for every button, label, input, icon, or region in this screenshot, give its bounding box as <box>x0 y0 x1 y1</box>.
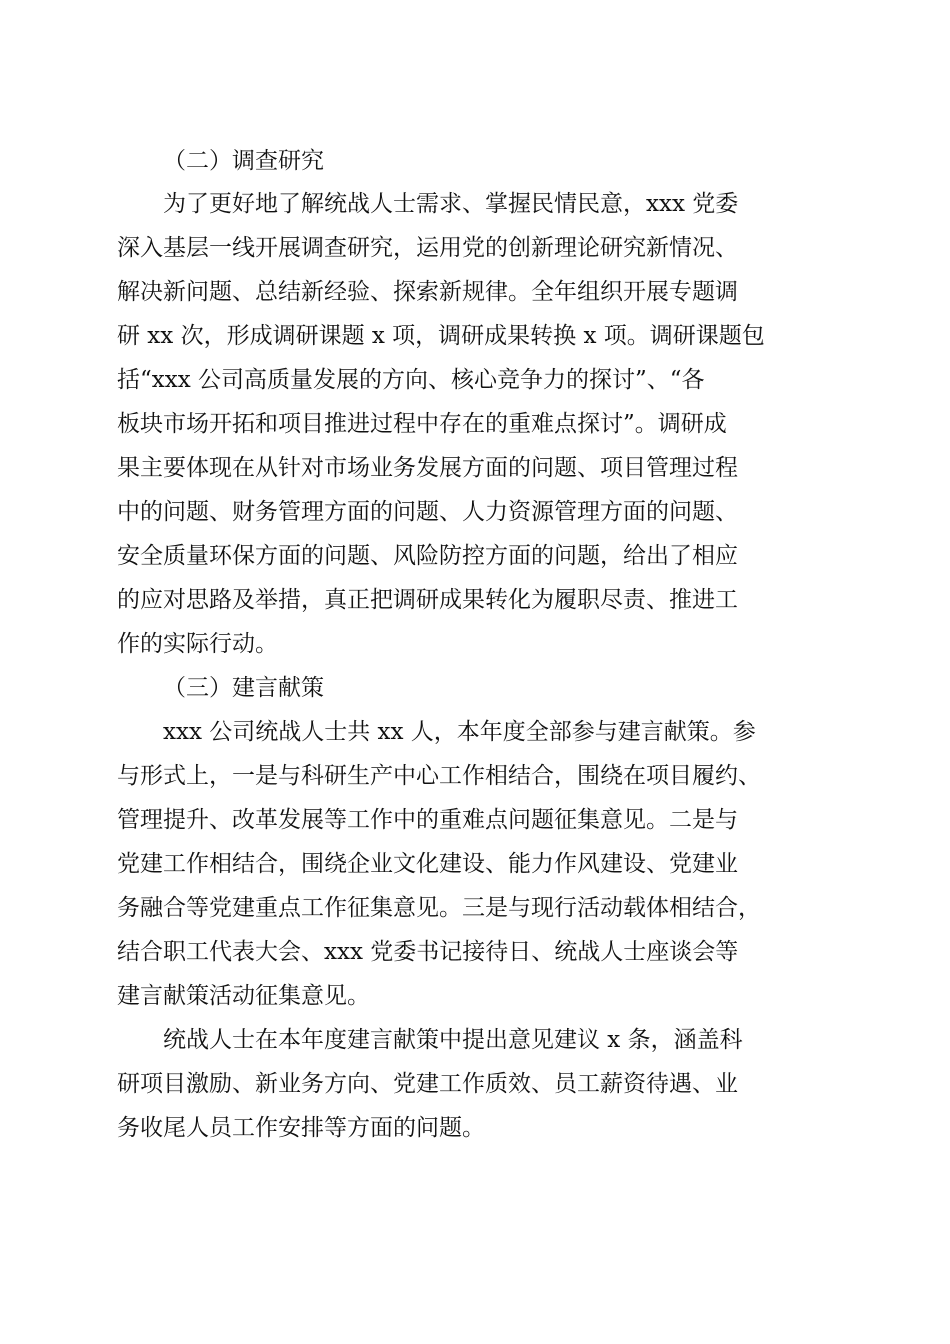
paragraph-line: 解决新问题、总结新经验、探索新规律。全年组织开展专题调 <box>117 279 738 305</box>
paragraph-line: 作的实际行动。 <box>117 631 278 657</box>
paragraph-line: 的应对思路及举措，真正把调研成果转化为履职尽责、推进工 <box>117 587 738 613</box>
paragraph-line: 括“xxx 公司高质量发展的方向、核心竞争力的探讨”、“各 <box>117 367 705 393</box>
paragraph-line: 为了更好地了解统战人士需求、掌握民情民意，xxx 党委 <box>163 191 739 217</box>
paragraph-line: 务收尾人员工作安排等方面的问题。 <box>117 1115 485 1141</box>
paragraph-line: 研项目激励、新业务方向、党建工作质效、员工薪资待遇、业 <box>117 1071 738 1097</box>
paragraph-line: 与形式上，一是与科研生产中心工作相结合，围绕在项目履约、 <box>117 763 761 789</box>
paragraph-line: 安全质量环保方面的问题、风险防控方面的问题，给出了相应 <box>117 543 738 569</box>
paragraph-line: 管理提升、改革发展等工作中的重难点问题征集意见。二是与 <box>117 807 738 833</box>
paragraph-line: 统战人士在本年度建言献策中提出意见建议 x 条，涵盖科 <box>163 1027 743 1053</box>
section-heading-survey: （二）调查研究 <box>163 148 324 174</box>
paragraph-line: xxx 公司统战人士共 xx 人，本年度全部参与建言献策。参 <box>163 719 756 745</box>
paragraph-line: 板块市场开拓和项目推进过程中存在的重难点探讨”。调研成 <box>117 411 727 437</box>
paragraph-line: 果主要体现在从针对市场业务发展方面的问题、项目管理过程 <box>117 455 738 481</box>
section-heading-advice: （三）建言献策 <box>163 675 324 701</box>
paragraph-line: 党建工作相结合，围绕企业文化建设、能力作风建设、党建业 <box>117 851 738 877</box>
paragraph-line: 研 xx 次，形成调研课题 x 项，调研成果转换 x 项。调研课题包 <box>117 323 765 349</box>
paragraph-line: 结合职工代表大会、xxx 党委书记接待日、统战人士座谈会等 <box>117 939 739 965</box>
paragraph-line: 建言献策活动征集意见。 <box>117 983 370 1009</box>
paragraph-line: 深入基层一线开展调查研究，运用党的创新理论研究新情况、 <box>117 235 738 261</box>
paragraph-line: 务融合等党建重点工作征集意见。三是与现行活动载体相结合， <box>117 895 761 921</box>
paragraph-line: 中的问题、财务管理方面的问题、人力资源管理方面的问题、 <box>117 499 738 525</box>
